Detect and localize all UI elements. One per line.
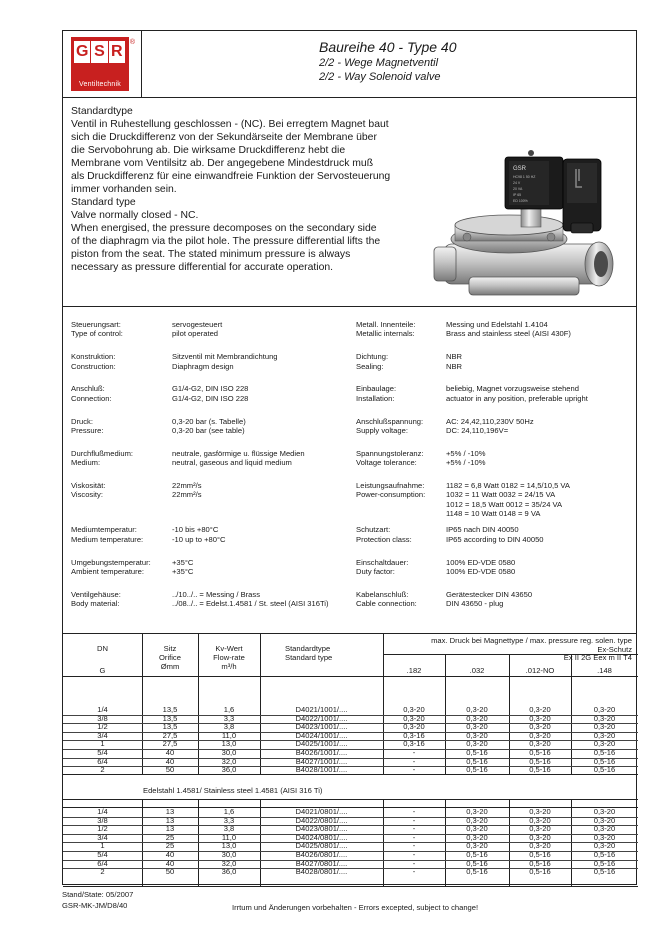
table-cell: B4026/0801/.... — [295, 850, 348, 859]
desc-line: of the diaphragm via the pilot hole. The pressure differential lifts the — [71, 236, 381, 247]
table-cell: 0,3-20 — [529, 705, 551, 714]
table-cell: 3,8 — [223, 824, 235, 834]
table-head-max: max. Druck bei Magnettype / max. pressure reg. solen. type — [431, 636, 632, 645]
table-cell: 0,5-16 — [529, 850, 551, 859]
spec-value: +35°C — [172, 566, 194, 576]
table-cell: 0,3-20 — [593, 841, 616, 851]
table-cell: 0,3-20 — [593, 815, 616, 825]
table-cell: 50 — [165, 867, 175, 877]
table-cell: 0,3-20 — [466, 832, 488, 842]
col-flow: Flow-rate — [213, 653, 245, 662]
spec-label: Spannungstoleranz: — [356, 448, 424, 458]
table-cell: 0,5-16 — [529, 867, 551, 877]
table-cell: 11,0 — [221, 730, 237, 740]
table-cell: - — [412, 867, 416, 877]
table-cell: - — [412, 748, 416, 757]
table-row — [63, 868, 638, 877]
spec-value: -10 up to +80°C — [172, 534, 226, 544]
table-cell: 0,5-16 — [466, 858, 488, 868]
spec-label: Einschaltdauer: — [356, 557, 409, 567]
table-cell: 0,5-16 — [466, 748, 488, 757]
spec-label: Umgebungstemperatur: — [71, 557, 151, 567]
desc-line: die Servobohrung ab. Die wirksame Druckdifferenz hebt die — [71, 145, 346, 156]
table-cell: 0,3-20 — [403, 705, 425, 714]
table-cell: 1,6 — [223, 705, 235, 714]
table-cell: - — [412, 850, 416, 859]
spec-value: neutral, gaseous and liquid medium — [172, 458, 292, 468]
col-orifice: Orifice — [159, 653, 181, 662]
table-cell: 13 — [165, 815, 175, 825]
spec-value: G1/4-G2, DIN ISO 228 — [172, 393, 249, 403]
table-cell: D4024/0801/.... — [295, 832, 348, 842]
table-cell: 3,8 — [223, 722, 235, 732]
table-cell: 1/2 — [97, 824, 108, 834]
desc-line: Valve normally closed - NC. — [71, 210, 199, 221]
coil-label: IP 65 — [513, 193, 522, 197]
table-row — [63, 706, 638, 715]
desc-line: When energised, the pressure decomposes on the secondary side — [71, 223, 377, 234]
table-cell: 0,5-16 — [466, 765, 488, 775]
col-kv-unit: m³/h — [221, 662, 237, 671]
table-cell: 0,3-20 — [466, 807, 488, 816]
solenoid-valve-image — [429, 139, 629, 309]
table-cell: 0,5-16 — [593, 858, 616, 868]
desc-line: immer vorhanden sein. — [71, 184, 177, 195]
table-cell: 0,3-20 — [466, 705, 488, 714]
table-cell: 1/4 — [97, 807, 108, 816]
table-row — [63, 842, 638, 851]
spec-label: Steuerungsart: — [71, 320, 121, 329]
table-cell: 0,3-20 — [466, 739, 488, 749]
spec-value: ../08../.. = Edelst.1.4581 / St. steel (AISI 316Ti) — [172, 599, 329, 609]
table-cell: D4024/1001/.... — [295, 730, 348, 740]
table-cell: 0,3-20 — [466, 730, 488, 740]
spec-label: Anschlußspannung: — [356, 416, 424, 426]
table-cell: 3/4 — [97, 730, 108, 740]
logo-letter: S — [91, 41, 107, 63]
spec-label: Duty factor: — [356, 566, 395, 576]
table-cell: D4022/1001/.... — [295, 713, 348, 723]
table-cell: 0,3-16 — [403, 739, 425, 749]
table-cell: 0,3-20 — [529, 739, 551, 749]
spec-label: Viskosität: — [71, 480, 106, 490]
table-cell: 13 — [165, 807, 175, 816]
table-cell: 2 — [100, 765, 105, 775]
spec-value: G1/4-G2, DIN ISO 228 — [172, 384, 249, 394]
table-cell: 13,0 — [221, 739, 237, 749]
spec-label: Durchflußmedium: — [71, 448, 134, 458]
table-cell: 13,5 — [162, 722, 178, 732]
desc-line: necessary as pressure differential for accurate operation. — [71, 262, 334, 273]
table-cell: 3/8 — [97, 713, 108, 723]
table-cell: 1/2 — [97, 722, 108, 732]
footer-disclaimer: Irrtum und Änderungen vorbehalten - Errors excepted, subject to change! — [232, 903, 479, 912]
table-cell: 3,3 — [223, 713, 235, 723]
spec-value: 100% ED-VDE 0580 — [446, 557, 516, 567]
table-cell: 0,3-20 — [529, 807, 551, 816]
spec-label: Supply voltage: — [356, 425, 408, 435]
table-row — [63, 758, 638, 767]
table-cell: 0,3-20 — [593, 807, 616, 816]
table-cell: 13,5 — [162, 713, 178, 723]
spec-value: DIN 43650 - plug — [446, 599, 504, 609]
table-cell: B4027/0801/.... — [295, 858, 348, 868]
datasheet-frame — [62, 30, 637, 885]
table-row — [63, 749, 638, 758]
power-line: 1182 = 6,8 Watt 0182 = 14,5/10,5 VA — [446, 480, 570, 490]
coil-label: 24 V — [513, 181, 521, 185]
table-cell: 0,3-20 — [403, 722, 425, 732]
spec-value: NBR — [446, 361, 463, 371]
coil-label: GSR — [513, 166, 527, 172]
spec-value: Gerätestecker DIN 43650 — [446, 589, 533, 599]
table-cell: 32,0 — [221, 756, 237, 766]
logo-subtitle: Ventiltechnik — [79, 81, 121, 88]
col-kv: Kv-Wert — [215, 644, 243, 653]
spec-value: +5% / -10% — [446, 448, 486, 458]
table-cell: 3/8 — [97, 815, 108, 825]
table-cell: 13,5 — [162, 705, 178, 714]
table-row — [63, 732, 638, 741]
col-182: .182 — [406, 666, 422, 675]
spec-value: 100% ED-VDE 0580 — [446, 566, 516, 576]
table-cell: 0,3-20 — [593, 722, 616, 732]
power-line: 1148 = 10 Watt 0148 = 9 VA — [446, 509, 541, 519]
table-cell: 1,6 — [223, 807, 235, 816]
table-row — [63, 834, 638, 843]
logo-letter: R — [109, 41, 125, 63]
desc-line: als Druckdifferenz für eine einwandfreie Funktion der Servosteuerung — [71, 171, 391, 182]
series-title: Baureihe 40 - Type 40 — [319, 39, 457, 55]
table-cell: 3/4 — [97, 832, 108, 842]
table-cell: 0,5-16 — [593, 765, 616, 775]
table-cell: - — [412, 765, 416, 775]
spec-label: Installation: — [356, 393, 395, 403]
table-row — [63, 715, 638, 724]
table-cell: - — [412, 807, 416, 816]
col-dn: DN — [97, 644, 108, 653]
table-cell: 0,3-20 — [466, 815, 488, 825]
table-cell: D4025/1001/.... — [295, 739, 348, 749]
table-cell: D4023/0801/.... — [295, 824, 348, 834]
table-cell: 11,0 — [221, 832, 237, 842]
spec-value: 0,3-20 bar (see table) — [172, 425, 245, 435]
table-cell: 0,3-20 — [403, 713, 425, 723]
spec-value: 0,3-20 bar (s. Tabelle) — [172, 416, 246, 426]
table-top-line — [63, 633, 636, 634]
table-cell: 40 — [165, 850, 175, 859]
col-dn-unit: G — [99, 666, 106, 675]
table-cell: 27,5 — [162, 739, 178, 749]
table-cell: 30,0 — [221, 850, 237, 859]
table-cell: 0,5-16 — [593, 850, 616, 859]
spec-label: Cable connection: — [356, 599, 417, 609]
table-cell: 5/4 — [97, 850, 108, 859]
col-148: .148 — [597, 666, 612, 675]
table-cell: 0,3-20 — [466, 841, 488, 851]
table-cell: 3,3 — [223, 815, 235, 825]
table-cell: 0,3-20 — [593, 705, 616, 714]
col-orifice-unit: Ømm — [160, 662, 180, 671]
logo-letter: G — [74, 41, 90, 63]
power-line: 1032 = 11 Watt 0032 = 24/15 VA — [446, 490, 556, 500]
table-cell: 0,3-20 — [593, 730, 616, 740]
spec-value: 22mm²/s — [172, 480, 202, 490]
spec-label: Konstruktion: — [71, 352, 116, 362]
table-cell: D4022/0801/.... — [295, 815, 348, 825]
logo-registered: ® — [129, 39, 135, 46]
table-cell: 0,3-20 — [593, 824, 616, 834]
spec-label: Kabelanschluß: — [356, 589, 409, 599]
spec-label: Pressure: — [71, 425, 104, 435]
spec-label: Dichtung: — [356, 352, 389, 362]
spec-label: Schutzart: — [356, 525, 391, 535]
spec-value: Messing und Edelstahl 1.4104 — [446, 320, 548, 329]
table-cell: 0,5-16 — [593, 756, 616, 766]
table-head-ex1: Ex-Schutz — [597, 645, 632, 654]
table-cell: 1 — [100, 841, 105, 851]
spec-label: Body material: — [71, 599, 120, 609]
spec-value: beliebig, Magnet vorzugsweise stehend — [446, 384, 579, 394]
table-cell: 6/4 — [97, 858, 108, 868]
spec-label: Medium temperature: — [71, 534, 144, 544]
spec-label: Viscosity: — [71, 490, 103, 500]
table-cell: 0,3-20 — [529, 832, 551, 842]
spec-label: Metallic internals: — [356, 329, 415, 339]
table-cell: 40 — [165, 748, 175, 757]
spec-value: actuator in any position, preferable upright — [446, 393, 588, 403]
table-cell: 0,5-16 — [466, 850, 488, 859]
desc-line: Ventil in Ruhestellung geschlossen - (NC). Bei erregtem Magnet baut — [71, 119, 389, 130]
spec-value: +5% / -10% — [446, 458, 486, 468]
table-cell: 0,5-16 — [593, 867, 616, 877]
col-type-en: Standard type — [285, 653, 333, 662]
footer-state: Stand/State: 05/2007 — [62, 890, 134, 899]
table-cell: 0,3-20 — [529, 722, 551, 732]
coil-label: ED 100% — [513, 199, 528, 203]
spec-label: Metall. Innenteile: — [356, 320, 416, 329]
footer-code: GSR-MK-JM/D8/40 — [62, 901, 128, 910]
table-cell: 0,5-16 — [529, 756, 551, 766]
table-cell: 0,3-20 — [529, 841, 551, 851]
coil-label: 20 VA — [513, 187, 523, 191]
table-cell: - — [412, 832, 416, 842]
table-cell: D4021/1001/.... — [295, 705, 348, 714]
table-cell: 2 — [100, 867, 105, 877]
table-row — [63, 723, 638, 732]
spec-label: Voltage tolerance: — [356, 458, 417, 468]
table-cell: 1 — [100, 739, 105, 749]
gsr-logo — [71, 37, 135, 91]
col-sitz: Sitz — [163, 644, 177, 653]
table-row — [63, 860, 638, 869]
table-cell: 1/4 — [97, 705, 108, 714]
spec-value: Brass and stainless steel (AISI 430F) — [446, 329, 571, 339]
table-cell: - — [412, 756, 416, 766]
spec-value: ../10../.. = Messing / Brass — [172, 589, 260, 599]
desc-line: piston from the seat. The stated minimum pressure is always — [71, 249, 351, 260]
spec-value: DC: 24,110,196V= — [446, 425, 509, 435]
table-row — [63, 740, 638, 749]
table-cell: 0,3-20 — [593, 832, 616, 842]
table-cell: D4021/0801/.... — [295, 807, 348, 816]
table-cell: 0,5-16 — [466, 867, 488, 877]
subtitle-en: 2/2 - Way Solenoid valve — [319, 71, 441, 83]
table-cell: 40 — [165, 756, 175, 766]
spec-value: AC: 24,42,110,230V 50Hz — [446, 416, 534, 426]
table-cell: 27,5 — [162, 730, 178, 740]
table-cell: 25 — [165, 832, 175, 842]
table-cell: 36,0 — [221, 867, 237, 877]
power-line: 1012 = 18,5 Watt 0012 = 35/24 VA — [446, 499, 563, 509]
spec-label: Power-consumption: — [356, 490, 426, 500]
table-cell: 0,3-20 — [466, 722, 488, 732]
spec-label: Ambient temperature: — [71, 566, 145, 576]
spec-label: Ventilgehäuse: — [71, 589, 121, 599]
table-cell: 6/4 — [97, 756, 108, 766]
spec-label: Connection: — [71, 393, 112, 403]
col-type-de: Standardtype — [285, 644, 331, 653]
table-cell: - — [412, 815, 416, 825]
spec-label: Einbaulage: — [356, 384, 397, 394]
table-cell: 0,5-16 — [529, 858, 551, 868]
spec-label: Sealing: — [356, 361, 384, 371]
spec-label: Construction: — [71, 361, 116, 371]
spec-value: +35°C — [172, 557, 194, 567]
table-cell: 0,3-20 — [529, 824, 551, 834]
table-cell: B4027/1001/.... — [295, 756, 348, 766]
table-cell: 0,5-16 — [529, 748, 551, 757]
col-032: .032 — [469, 666, 485, 675]
table-cell: 0,3-20 — [529, 730, 551, 740]
table-cell: 25 — [165, 841, 175, 851]
table-cell: 50 — [165, 765, 175, 775]
table-cell: 0,3-16 — [403, 730, 425, 740]
table-cell: 0,3-20 — [529, 713, 551, 723]
section-divider — [63, 306, 636, 307]
stainless-steel-label: Edelstahl 1.4581/ Stainless steel 1.4581 (AISI 316 Ti) — [143, 786, 323, 795]
spec-value: Sitzventil mit Membrandichtung — [172, 352, 278, 362]
spec-list — [71, 320, 636, 609]
desc-line: sich die Druckdifferenz von der Sekundärseite der Membrane über — [71, 132, 377, 143]
spec-label: Mediumtemperatur: — [71, 525, 137, 535]
table-cell: 13,0 — [221, 841, 237, 851]
table-cell: 32,0 — [221, 858, 237, 868]
table-cell: D4025/0801/.... — [295, 841, 348, 851]
table-row — [63, 766, 638, 775]
spec-value: -10 bis +80°C — [172, 525, 219, 535]
table-cell: 0,3-20 — [529, 815, 551, 825]
table-cell: B4028/0801/.... — [295, 867, 348, 877]
spec-value: pilot operated — [172, 329, 219, 339]
table-row — [63, 825, 638, 834]
table-cell: 0,3-20 — [593, 713, 616, 723]
spec-label: Type of control: — [71, 329, 123, 339]
table-row — [63, 817, 638, 826]
table-cell: 0,3-20 — [466, 713, 488, 723]
table-cell: 40 — [165, 858, 175, 868]
table-cell: - — [412, 858, 416, 868]
table-cell: 13 — [165, 824, 175, 834]
table-cell: 30,0 — [221, 748, 237, 757]
col-012: .012-NO — [525, 666, 555, 675]
table-row — [63, 851, 638, 860]
table-cell: 36,0 — [221, 765, 237, 775]
spec-label: Druck: — [71, 416, 93, 426]
spec-label: Leistungsaufnahme: — [356, 480, 425, 490]
header-divider — [141, 31, 142, 98]
table-cell: 0,5-16 — [466, 756, 488, 766]
desc-line: Membrane vom Ventilsitz ab. Der angegebene Mindestdruck muß — [71, 158, 374, 169]
table-cell: 0,3-20 — [593, 739, 616, 749]
desc-heading-de: Standardtype — [71, 106, 133, 117]
header — [63, 31, 636, 98]
table-cell: 5/4 — [97, 748, 108, 757]
spec-value: IP65 according to DIN 40050 — [446, 534, 544, 544]
desc-heading-en: Standard type — [71, 197, 136, 208]
spec-value: NBR — [446, 352, 463, 362]
table-cell: - — [412, 824, 416, 834]
spec-value: IP65 nach DIN 40050 — [446, 525, 519, 535]
table-cell: - — [412, 841, 416, 851]
table-cell: 0,5-16 — [593, 748, 616, 757]
spec-label: Anschluß: — [71, 384, 105, 394]
table-cell: 0,3-20 — [466, 824, 488, 834]
table-cell: D4023/1001/.... — [295, 722, 348, 732]
spec-label: Medium: — [71, 458, 101, 468]
spec-value: Diaphragm design — [172, 361, 234, 371]
spec-value: neutrale, gasförmige u. flüssige Medien — [172, 448, 305, 458]
table-cell: B4026/1001/.... — [295, 748, 348, 757]
subtitle-de: 2/2 - Wege Magnetventil — [319, 57, 439, 69]
coil-label: HC98 1 50 HZ — [513, 175, 536, 179]
table-head-ex2: Ex II 2G Eex m II T4 — [563, 653, 632, 662]
spec-value: 22mm²/s — [172, 490, 202, 500]
table-cell: 0,5-16 — [529, 765, 551, 775]
spec-value: servogesteuert — [172, 320, 223, 329]
table-row — [63, 808, 638, 817]
spec-label: Protection class: — [356, 534, 412, 544]
table-cell: B4028/1001/.... — [295, 765, 348, 775]
